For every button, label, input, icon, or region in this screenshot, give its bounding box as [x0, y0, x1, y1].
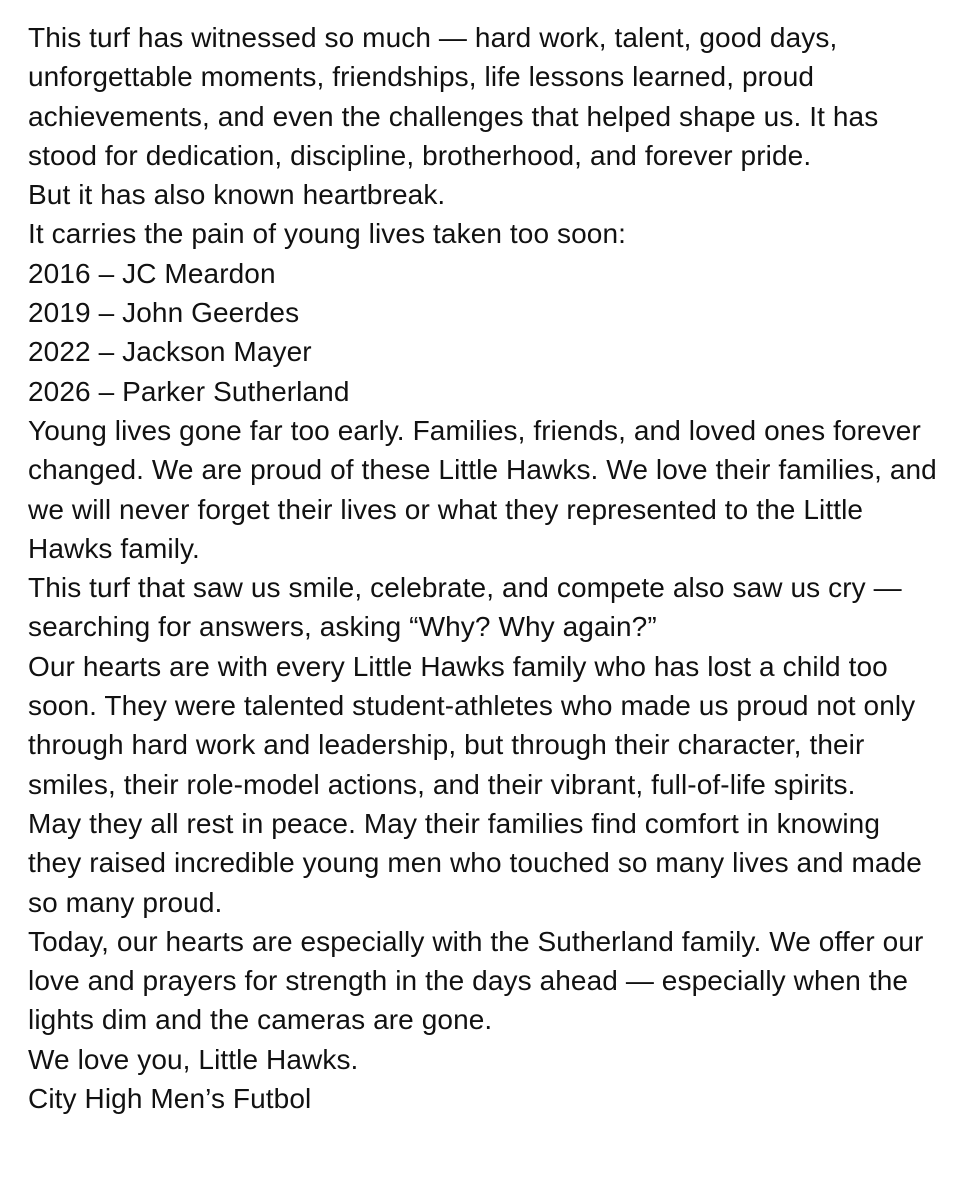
body-paragraph: Our hearts are with every Little Hawks family who has lost a child too soon. They were talented student-athletes who made us proud not only through hard work and leadership, but through their character, their smiles, their role-model actions, and their vibrant, full-of-life spirits. — [28, 650, 916, 800]
body-paragraph: This turf that saw us smile, celebrate, and compete also saw us cry — searching for answers, asking “Why? Why again?” — [28, 572, 902, 643]
memorial-item: 2016 – JC Meardon — [28, 257, 276, 289]
memorial-item: 2026 – Parker Sutherland — [28, 375, 350, 407]
intro-paragraph: This turf has witnessed so much — hard work, talent, good days, unforgettable moments, friendships, life lessons learned, proud achievements, and even the challenges that helped shape us. It has stood for dedication, discipline, brotherhood, and forever pride. — [28, 22, 879, 171]
closing-line: We love you, Little Hawks. — [28, 1043, 359, 1075]
heartbreak-line: But it has also known heartbreak. — [28, 179, 446, 211]
post-body — [28, 18, 940, 1118]
memorial-item: 2022 – Jackson Mayer — [28, 336, 312, 368]
body-paragraph: Young lives gone far too early. Families, friends, and loved ones forever changed. We are proud of these Little Hawks. We love their families, and we will never forget their lives or what they represented to the Little Hawks family. — [28, 414, 937, 564]
memorial-item: 2019 – John Geerdes — [28, 297, 300, 329]
body-paragraph: May they all rest in peace. May their families find comfort in knowing they raised incredible young men who touched so many lives and made so many proud. — [28, 807, 922, 918]
memorial-list — [28, 254, 940, 411]
body-paragraph: Today, our hearts are especially with the Sutherland family. We offer our love and prayers for strength in the days ahead — especially when the lights dim and the cameras are gone. — [28, 925, 924, 1036]
pain-line: It carries the pain of young lives taken too soon: — [28, 218, 627, 250]
signature: City High Men’s Futbol — [28, 1083, 312, 1115]
